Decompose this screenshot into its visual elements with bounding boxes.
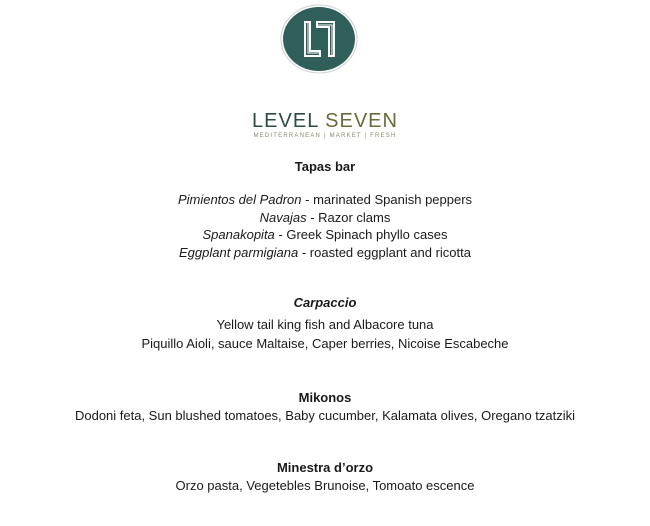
- L7-monogram-icon: [280, 4, 358, 74]
- section-title-mikonos: Mikonos: [298, 390, 352, 405]
- item-name: Spanakopita: [202, 227, 275, 242]
- item-desc: - marinated Spanish peppers: [301, 192, 473, 207]
- item-name: Navajas: [259, 210, 307, 225]
- menu-item: [0, 210, 650, 226]
- brand-name-level: LEVEL: [252, 110, 319, 132]
- item-name: Pimientos del Padron: [177, 192, 302, 207]
- menu-item: [0, 192, 650, 208]
- item-desc: - Razor clams: [306, 210, 391, 225]
- section-line: Dodoni feta, Sun blushed tomatoes, Baby cucumber, Kalamata olives, Oregano tzatziki: [74, 408, 576, 423]
- section-title-minestra: Minestra d’orzo: [276, 460, 374, 475]
- section-line: Orzo pasta, Vegetebles Brunoise, Tomoato escence: [175, 478, 475, 493]
- brand-wordmark: [0, 110, 650, 132]
- section-line: Yellow tail king fish and Albacore tuna: [216, 317, 434, 332]
- section-title-carpaccio: Carpaccio: [293, 295, 357, 310]
- menu-item: [0, 245, 650, 261]
- menu-item: [0, 227, 650, 243]
- brand-name-seven: SEVEN: [325, 110, 398, 132]
- item-desc: - roasted eggplant and ricotta: [298, 245, 471, 260]
- item-desc: - Greek Spinach phyllo cases: [274, 227, 448, 242]
- section-line: Piquillo Aioli, sauce Maltaise, Caper berries, Nicoise Escabeche: [141, 336, 509, 351]
- brand-tagline: MEDITERRANEAN | MARKET | FRESH: [253, 133, 397, 139]
- item-name: Eggplant parmigiana: [179, 245, 299, 260]
- section-title-tapas: Tapas bar: [294, 159, 356, 174]
